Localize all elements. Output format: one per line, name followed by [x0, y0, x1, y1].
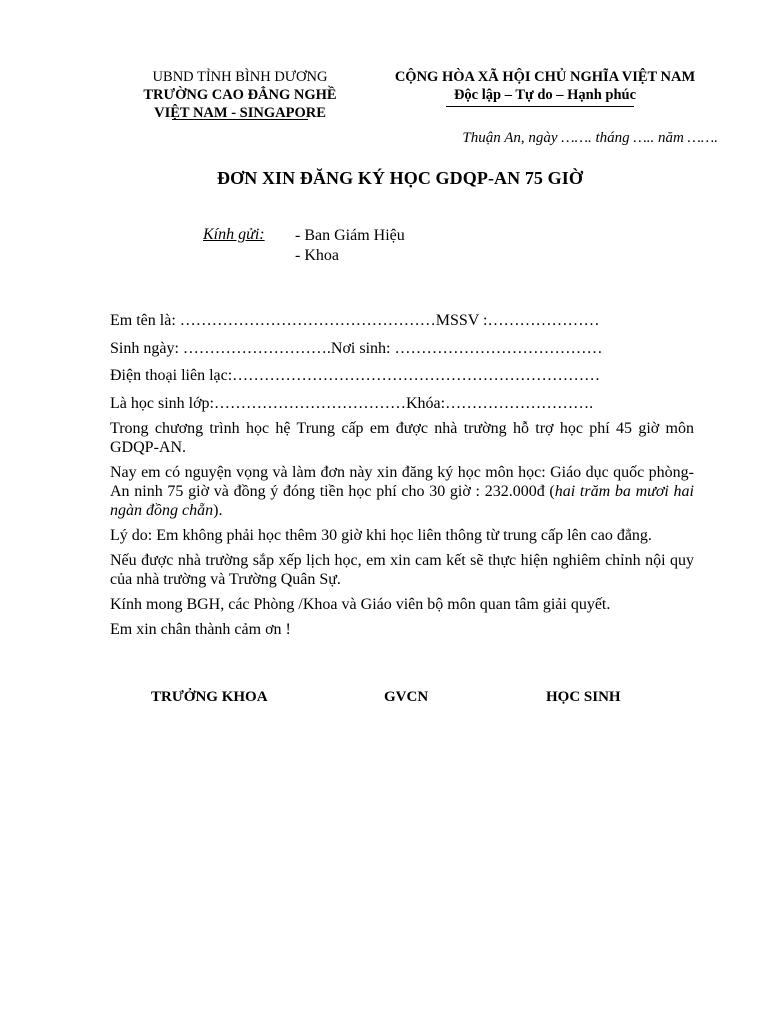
amount-in-words: hai trăm ba mươi hai ngàn đồng chẵn [110, 482, 695, 519]
request-text: Nay em có nguyện vọng và làm đơn này xin đăng ký học môn học: Giáo dục quốc phòng-An ninh 75 giờ và đồng ý đóng tiền học phí cho 30 giờ : 232.000đ ( [110, 463, 694, 500]
field-birth-info: Sinh ngày: ……………………….Nơi sinh: ………………………………… [110, 339, 603, 357]
national-header [376, 68, 714, 104]
recipient-label: Kính gửi: [203, 226, 265, 243]
paragraph-reason: Lý do: Em không phải học thêm 30 giờ khi học liên thông từ trung cấp lên cao đẳng. [110, 526, 652, 544]
document-title: ĐƠN XIN ĐĂNG KÝ HỌC GDQP-AN 75 GIỜ [217, 168, 583, 188]
recipient-list [295, 226, 405, 266]
paragraph-request [110, 463, 694, 520]
paragraph-commitment: Nếu được nhà trường sắp xếp lịch học, em xin cam kết sẽ thực hiện nghiêm chỉnh nội quy của nhà trường và Trường Quân Sự. [110, 551, 694, 588]
national-motto-underline [446, 106, 634, 107]
field-class: Là học sinh lớp:………………………………Khóa:………………………. [110, 394, 594, 412]
school-name-line1: TRƯỜNG CAO ĐẲNG NGHỀ [143, 87, 337, 103]
signature-dean: TRƯỞNG KHOA [151, 689, 268, 705]
recipient-item: - Khoa [295, 247, 339, 264]
school-header [121, 68, 359, 122]
document-body [110, 311, 694, 645]
signature-homeroom-teacher: GVCN [384, 689, 429, 705]
date-line: Thuận An, ngày ……. tháng ….. năm ……. [462, 130, 718, 146]
school-header-underline [172, 119, 308, 120]
paragraph-thanks: Em xin chân thành cảm ơn ! [110, 620, 291, 638]
national-motto: Độc lập – Tự do – Hạnh phúc [453, 87, 637, 103]
province-name: UBND TỈNH BÌNH DƯƠNG [152, 69, 328, 85]
recipient-item: - Ban Giám Hiệu [295, 227, 405, 244]
country-name: CỘNG HÒA XÃ HỘI CHỦ NGHĨA VIỆT NAM [394, 69, 696, 85]
school-name-line2: VIỆT NAM - SINGAPORE [154, 105, 326, 121]
field-student-name: Em tên là: …………………………………………MSSV :………………… [110, 312, 600, 329]
paragraph-request-consideration: Kính mong BGH, các Phòng /Khoa và Giáo viên bộ môn quan tâm giải quyết. [110, 595, 611, 613]
signature-student: HỌC SINH [546, 689, 621, 705]
paragraph-tuition-support: Trong chương trình học hệ Trung cấp em được nhà trường hỗ trợ học phí 45 giờ môn GDQP-AN. [110, 419, 694, 456]
field-phone: Điện thoại liên lạc:…………………………………………………………… [110, 367, 601, 384]
request-end: ). [213, 501, 223, 519]
